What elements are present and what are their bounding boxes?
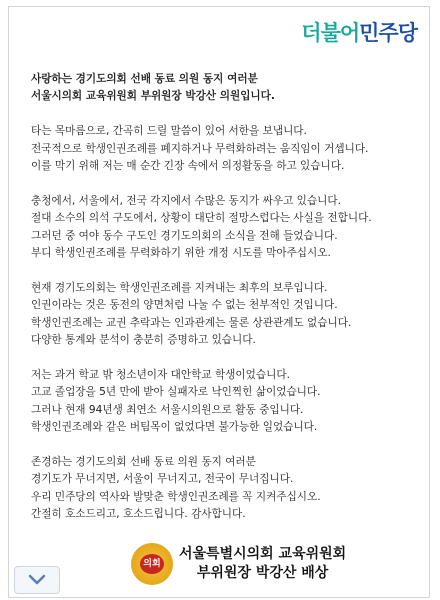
salutation-line: 서울시의회 교육위원회 부위원장 박강산 의원입니다.	[31, 90, 275, 103]
signature-line-2: 부위원장 박강산 배상	[196, 565, 329, 581]
logo-part2: 민주당	[359, 21, 417, 45]
signature-text	[179, 545, 346, 583]
text-line: 충청에서, 서울에서, 전국 각지에서 수많은 동지가 싸우고 있습니다.	[31, 194, 341, 207]
document-frame	[8, 6, 430, 598]
text-line: 저는 과거 학교 밖 청소년이자 대안학교 학생이었습니다.	[31, 368, 290, 381]
chevron-down-icon	[28, 574, 46, 586]
text-line: 존경하는 경기도의회 선배 동료 의원 동지 여러분	[31, 455, 256, 468]
signature-line-1: 서울특별시의회 교육위원회	[179, 546, 347, 562]
text-line: 학생인권조례와 같은 버팀목이 없었다면 불가능한 일었습니다.	[31, 421, 318, 434]
seal-text: 의회	[140, 554, 164, 574]
paragraph-5	[31, 454, 431, 524]
text-line: 절대 소수의 의석 구도에서, 상황이 대단히 절망스럽다는 사실을 전합니다.	[31, 212, 372, 225]
paragraph-1	[31, 123, 431, 175]
logo-part1: 더불어	[301, 21, 360, 45]
text-line: 그러던 중 여야 동수 구도인 경기도의회의 소식을 전해 들었습니다.	[31, 229, 338, 242]
paragraph-2	[31, 193, 431, 263]
signature-block	[131, 543, 346, 585]
text-line: 간절히 호소드리고, 호소드립니다. 감사합니다.	[31, 508, 246, 521]
text-line: 전국적으로 학생인권조례를 폐지하거나 무력화하려는 움직임이 거셉니다.	[31, 142, 369, 155]
text-line: 경기도가 무너지면, 서울이 무너지고, 전국이 무너집니다.	[31, 473, 294, 486]
paragraph-3	[31, 280, 431, 350]
text-line: 타는 목마름으로, 간곡히 드릴 말씀이 있어 서한을 보냅니다.	[31, 125, 307, 138]
letter-body	[31, 71, 431, 541]
text-line: 우리 민주당의 역사와 발맞춘 학생인권조례를 꼭 지켜주십시오.	[31, 490, 321, 503]
text-line: 고교 졸업장을 5년 만에 받아 실패자로 낙인찍힌 삶이었습니다.	[31, 386, 321, 399]
salutation-line: 사랑하는 경기도의회 선배 동료 의원 동지 여러분	[31, 73, 258, 85]
text-line: 그러나 현재 94년생 최연소 서울시의원으로 활동 중입니다.	[31, 403, 304, 416]
party-logo	[301, 17, 417, 47]
scroll-down-button[interactable]	[14, 566, 60, 594]
council-seal-icon	[131, 543, 173, 585]
text-line: 이를 막기 위해 저는 매 순간 긴장 속에서 의정활동을 하고 있습니다.	[31, 160, 345, 173]
text-line: 학생인권조례는 교권 추락과는 인과관계는 물론 상관관계도 없습니다.	[31, 316, 352, 329]
text-line: 인권이라는 것은 동전의 양면처럼 나눌 수 없는 천부적인 것입니다.	[31, 299, 338, 312]
paragraph-4	[31, 367, 431, 437]
text-line: 부디 학생인권조례를 무력화하기 위한 개정 시도를 막아주십시오.	[31, 247, 331, 260]
salutation	[31, 71, 431, 106]
text-line: 현재 경기도의회는 학생인권조례를 지켜내는 최후의 보루입니다.	[31, 281, 328, 294]
text-line: 다양한 통계와 분석이 충분히 증명하고 있습니다.	[31, 334, 256, 347]
